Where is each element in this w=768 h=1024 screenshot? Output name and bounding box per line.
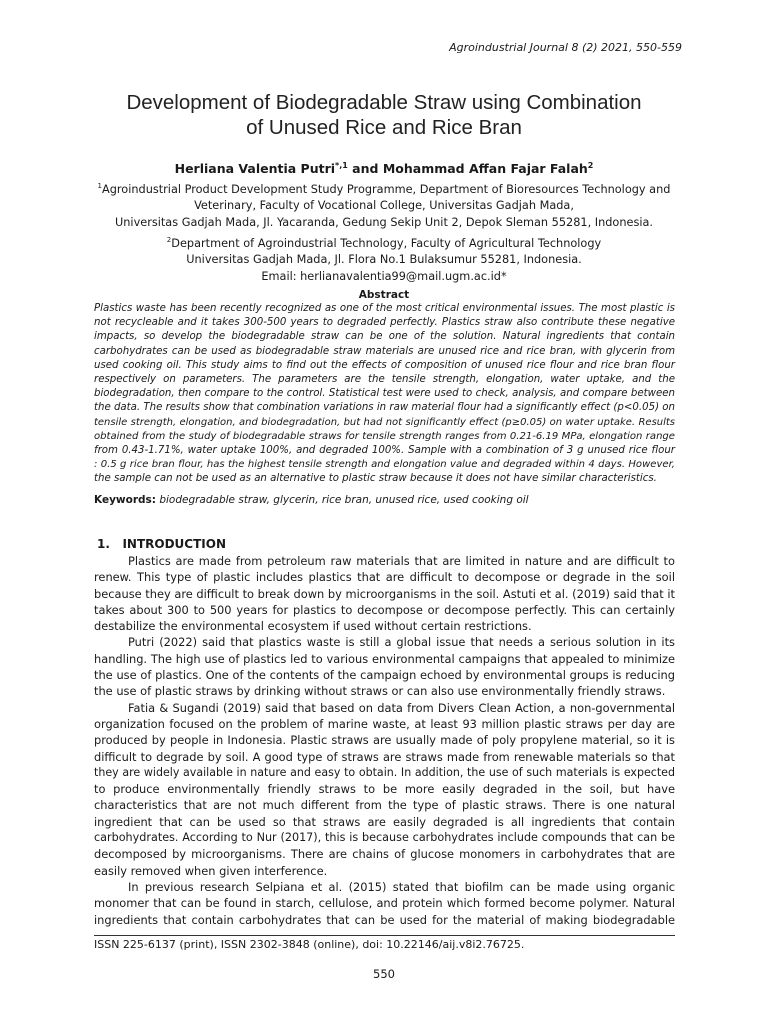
affiliation-1-line-1 <box>40 178 728 198</box>
paragraph-line: handling. The high use of plastics led to various environmental campaigns that appealed to minimize <box>94 651 675 666</box>
paragraph-line: monomer that can be found in starch, cellulose, and protein which formed become polymer. Natural <box>94 896 675 911</box>
paragraph-line: Plastics are made from petroleum raw materials that are limited in nature and are difficult to <box>128 554 675 568</box>
corresponding-email: Email: herlianavalentia99@mail.ugm.ac.id* <box>261 269 507 283</box>
affiliation-2-sup: 2 <box>166 235 172 244</box>
abstract-body <box>94 302 675 487</box>
abstract-line: from 0.43-1.71%, water uptake 100%, and degraded 100%. Sample with a combination of 3 g unused rice flour <box>94 445 675 457</box>
paragraph-line: carbohydrates. According to Nur (2017), this is because carbohydrates include compounds that can be <box>94 831 675 845</box>
title-line-1: Development of Biodegradable Straw using Combination <box>126 91 642 114</box>
paragraph-line: renew. This type of plastic includes plastics that are difficult to decompose or degrade in the soil <box>94 570 675 585</box>
footer-issn: ISSN 225-6137 (print), ISSN 2302-3848 (online), doi: 10.22146/aij.v8i2.76725. <box>94 938 525 951</box>
author-1: Herliana Valentia Putri <box>174 161 336 177</box>
abstract-line: impacts, so develop the biodegradable straw can be one of the solution. Natural ingredients that contain <box>94 331 675 343</box>
paragraph-line: destabilize the environmental ecosystem if used without certain restrictions. <box>94 619 532 634</box>
title-line-2: of Unused Rice and Rice Bran <box>246 116 522 139</box>
paragraph-line: to produce environmentally friendly straws to be more easily degraded in the soil, but have <box>94 782 675 797</box>
paragraph-line: organization focused on the problem of marine waste, at least 93 million plastic straws per day are <box>94 716 675 731</box>
affiliation-2-text-1: Department of Agroindustrial Technology, Faculty of Agricultural Technology <box>171 236 602 250</box>
paragraph-line: decomposed by microorganisms. There are chains of glucose monomers in carbohydrates that are <box>94 847 675 862</box>
abstract-line: obtained from the study of biodegradable straws for tensile strength ranges from 0.21-6.19 MPa, elongation range <box>94 430 675 442</box>
abstract-line: Plastics waste has been recently recognized as one of the most critical environmental issues. The most plastic is <box>94 303 675 314</box>
keywords-value: biodegradable straw, glycerin, rice bran, unused rice, used cooking oil <box>155 494 529 506</box>
paragraph-line: Putri (2022) said that plastics waste is still a global issue that needs a serious solution in its <box>128 635 675 650</box>
abstract-heading: Abstract <box>358 289 410 301</box>
keywords <box>94 494 529 506</box>
paragraph-line: characteristics that are not much different from the type of plastic straws. There is one natural <box>94 798 675 813</box>
author-2-sup: 2 <box>587 161 594 170</box>
affiliation-1-text-1: Agroindustrial Product Development Study Programme, Department of Bioresources Technology and <box>102 182 671 196</box>
abstract-line: the data. The results show that combination variations in raw material flour had a significantly effect (p<0.05) on <box>94 402 675 414</box>
affiliation-1-sup: 1 <box>97 182 103 190</box>
affiliations <box>40 178 728 285</box>
paragraph-line: produced by people in Indonesia. Plastic straws are usually made of poly propylene material, so it is <box>94 733 675 748</box>
abstract-line: respectively on parameters. The parameters are the tensile strength, elongation, water uptake, and the <box>94 374 675 386</box>
section-heading-introduction: 1. INTRODUCTION <box>97 537 226 551</box>
abstract-line: tensile strength, elongation, and biodegradation, but had not significantly effect (p≥0.05) on water uptake. Results <box>94 416 675 428</box>
journal-header: Agroindustrial Journal 8 (2) 2021, 550-559 <box>449 41 682 54</box>
paragraph-line: easily removed when given interference. <box>94 863 328 878</box>
footer-divider <box>94 935 675 936</box>
paragraph-line: ingredients that contain carbohydrates that can be used for the material of making biodegradable <box>94 912 675 927</box>
author-2: Mohammad Affan Fajar Falah <box>382 161 588 177</box>
paper-title <box>60 90 708 140</box>
affiliation-2-line-1 <box>40 232 728 252</box>
author-list <box>40 161 728 176</box>
abstract-line: the sample can not be used as an alternative to plastic straw because it does not have similar characteristics. <box>94 473 657 485</box>
abstract-line: carbohydrates can be used as biodegradable straw materials are unused rice and rice bran, with glycerin from <box>94 345 675 357</box>
paragraph-line: ingredient that can be used so that straws are easily degraded is all ingredients that contain <box>94 814 675 829</box>
paragraph-line: the use of plastic straws by drinking without straws or can also use environmentally friendly straws. <box>94 684 666 699</box>
paragraph-line: takes about 300 to 500 years for plastics to decompose or decompose perfectly. This can certainly <box>94 602 675 617</box>
affiliation-2-line-2: Universitas Gadjah Mada, Jl. Flora No.1 Bulaksumur 55281, Indonesia. <box>186 252 582 266</box>
keywords-label: Keywords: <box>94 494 156 506</box>
paragraph-line: they are widely available in nature and easy to obtain. In addition, the use of such materials is expected <box>94 765 675 779</box>
page-number: 550 <box>373 967 395 981</box>
abstract-line: used cooking oil. This study aims to find out the effects of composition of unused rice flour and rice bran flour <box>94 359 675 371</box>
paragraph-line: because they are difficult to break down by microorganisms in the soil. Astuti et al. (2019) said that it <box>94 586 675 601</box>
abstract-line: biodegradation, then compare to the control. Statistical test were used to check, analysis, and compare between <box>94 388 675 400</box>
abstract-line: : 0.5 g rice bran flour, has the highest tensile strength and elongation value and degraded within 4 days. However, <box>94 459 675 471</box>
paragraph-line: In previous research Selpiana et al. (2015) stated that biofilm can be made using organic <box>128 879 675 894</box>
author-1-sup: *,1 <box>335 161 348 170</box>
paragraph-line: difficult to degrade by soil. A good type of straws are straws made from renewable materials so that <box>94 749 675 764</box>
paragraph-line: the use of plastics. One of the contents of the campaign echoed by environmental groups is reducing <box>94 668 675 683</box>
author-conjunction: and <box>347 161 383 177</box>
abstract-line: not recycleable and it takes 300-500 years to degraded perfectly. Plastics straw also contribute these negative <box>94 317 675 329</box>
affiliation-1-line-3: Universitas Gadjah Mada, Jl. Yacaranda, Gedung Sekip Unit 2, Depok Sleman 55281, Indonesia. <box>115 215 653 229</box>
introduction-body <box>94 553 675 928</box>
affiliation-1-line-2: Veterinary, Faculty of Vocational College, Universitas Gadjah Mada, <box>194 199 574 213</box>
paragraph-line: Fatia & Sugandi (2019) said that based on data from Divers Clean Action, a non-governmental <box>128 700 675 715</box>
